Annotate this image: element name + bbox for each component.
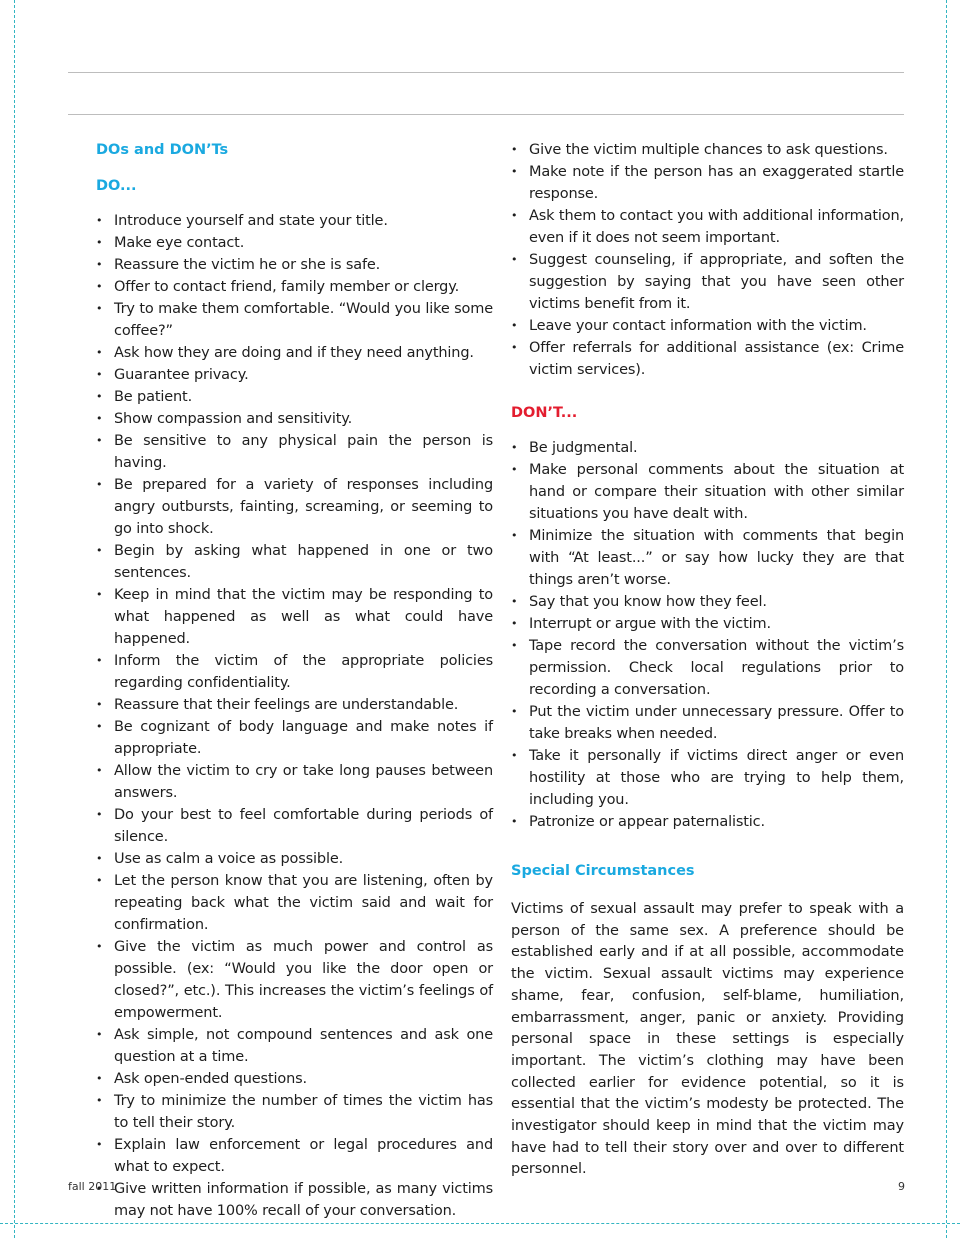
do-list-item: • Try to make them comfortable. “Would you like some coffee?” bbox=[96, 298, 493, 342]
special-circumstances-paragraph: Victims of sexual assault may prefer to speak with a person of the same sex. A preference should be established early and if at all possible, accommodate the victim. Sexual assault victims may experience shame, fear, confusion, self-blame, humiliation, embarrassment, anger, panic or anxiety. Providing personal space in these settings is especially important. The victim’s clothing may have been collected earlier for evidence potential, so it is essential that the victim’s modesty be protected. The investigator should keep in mind that the victim may have had to tell their story over and over to different personnel. bbox=[511, 901, 904, 1178]
do-list-item: • Guarantee privacy. bbox=[96, 364, 493, 386]
section-title: DOs and DON’Ts bbox=[96, 142, 229, 158]
do-list-item: • Reassure the victim he or she is safe. bbox=[96, 254, 493, 276]
do-list-item: • Try to minimize the number of times the victim has to tell their story. bbox=[96, 1090, 493, 1134]
dont-list-item: • Interrupt or argue with the victim. bbox=[511, 613, 904, 635]
do-list-item: • Inform the victim of the appropriate policies regarding confidentiality. bbox=[96, 650, 493, 694]
do-list-continued bbox=[511, 139, 904, 381]
do-list-item: • Be cognizant of body language and make notes if appropriate. bbox=[96, 716, 493, 760]
do-list-item: • Be sensitive to any physical pain the person is having. bbox=[96, 430, 493, 474]
do-list bbox=[96, 210, 493, 1222]
footer-issue: fall 2011 bbox=[68, 1180, 117, 1193]
dont-list bbox=[511, 437, 904, 833]
do-list-item: • Be patient. bbox=[96, 386, 493, 408]
page-guide-bottom bbox=[0, 1223, 960, 1224]
do-list-item: • Give the victim as much power and control as possible. (ex: “Would you like the door open or closed?”, etc.). This increases the victim’s feelings of empowerment. bbox=[96, 936, 493, 1024]
do-list-item: • Ask how they are doing and if they need anything. bbox=[96, 342, 493, 364]
dont-list-item: • Put the victim under unnecessary pressure. Offer to take breaks when needed. bbox=[511, 701, 904, 745]
dont-list-item: • Take it personally if victims direct anger or even hostility at those who are trying to help them, including you. bbox=[511, 745, 904, 811]
dont-list-item: • Say that you know how they feel. bbox=[511, 591, 904, 613]
do-list-item: • Make eye contact. bbox=[96, 232, 493, 254]
do-list-item: • Let the person know that you are listening, often by repeating back what the victim said and wait for confirmation. bbox=[96, 870, 493, 936]
do-list-item: • Do your best to feel comfortable during periods of silence. bbox=[96, 804, 493, 848]
page-number: 9 bbox=[898, 1180, 905, 1193]
do-list-item: • Reassure that their feelings are understandable. bbox=[96, 694, 493, 716]
do-heading: DO... bbox=[96, 178, 137, 194]
header-rule-bottom bbox=[68, 114, 904, 115]
dont-list-item: • Minimize the situation with comments that begin with “At least...” or say how lucky they are that things aren’t worse. bbox=[511, 525, 904, 591]
do-list-item: • Keep in mind that the victim may be responding to what happened as well as what could have happened. bbox=[96, 584, 493, 650]
do-list-item: • Ask them to contact you with additional information, even if it does not seem important. bbox=[511, 205, 904, 249]
do-list-item: • Make note if the person has an exaggerated startle response. bbox=[511, 161, 904, 205]
left-column bbox=[96, 138, 493, 1222]
do-list-item: • Leave your contact information with the victim. bbox=[511, 315, 904, 337]
do-list-item: • Use as calm a voice as possible. bbox=[96, 848, 493, 870]
do-list-item: • Give written information if possible, as many victims may not have 100% recall of your conversation. bbox=[96, 1178, 493, 1222]
do-list-item: • Introduce yourself and state your title. bbox=[96, 210, 493, 232]
do-list-item: • Begin by asking what happened in one or two sentences. bbox=[96, 540, 493, 584]
dont-list-item: • Patronize or appear paternalistic. bbox=[511, 811, 904, 833]
do-list-item: • Give the victim multiple chances to ask questions. bbox=[511, 139, 904, 161]
do-list-item: • Show compassion and sensitivity. bbox=[96, 408, 493, 430]
dont-heading: DON’T... bbox=[511, 405, 578, 421]
dont-list-item: • Tape record the conversation without the victim’s permission. Check local regulations prior to recording a conversation. bbox=[511, 635, 904, 701]
dont-list-item: • Be judgmental. bbox=[511, 437, 904, 459]
do-list-item: • Ask open-ended questions. bbox=[96, 1068, 493, 1090]
special-circumstances-heading: Special Circumstances bbox=[511, 863, 695, 879]
header-rule-top bbox=[68, 72, 904, 73]
page-guide-left bbox=[14, 0, 15, 1238]
page-guide-right bbox=[946, 0, 947, 1238]
do-list-item: • Offer referrals for additional assistance (ex: Crime victim services). bbox=[511, 337, 904, 381]
dont-list-item: • Make personal comments about the situation at hand or compare their situation with other similar situations you have dealt with. bbox=[511, 459, 904, 525]
do-list-item: • Explain law enforcement or legal procedures and what to expect. bbox=[96, 1134, 493, 1178]
right-column bbox=[511, 138, 904, 1181]
do-list-item: • Allow the victim to cry or take long pauses between answers. bbox=[96, 760, 493, 804]
do-list-item: • Offer to contact friend, family member or clergy. bbox=[96, 276, 493, 298]
do-list-item: • Be prepared for a variety of responses including angry outbursts, fainting, screaming, or seeming to go into shock. bbox=[96, 474, 493, 540]
do-list-item: • Suggest counseling, if appropriate, and soften the suggestion by saying that you have seen other victims benefit from it. bbox=[511, 249, 904, 315]
do-list-item: • Ask simple, not compound sentences and ask one question at a time. bbox=[96, 1024, 493, 1068]
